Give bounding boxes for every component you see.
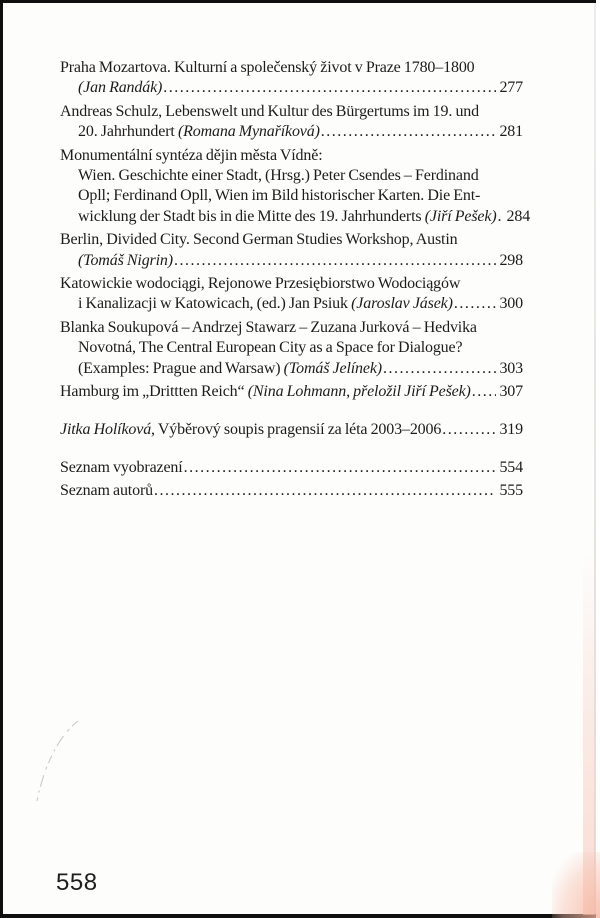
toc-line-text <box>60 382 471 402</box>
toc-text-part: Opll; Ferdinand Opll, Wien im Bild historischer Karten. Die Ent- <box>78 187 481 205</box>
toc-line-text <box>60 458 183 478</box>
dot-leader <box>163 78 496 98</box>
toc-line <box>60 338 523 358</box>
scan-border-bottom <box>0 914 596 918</box>
toc-page-number: 300 <box>499 295 523 313</box>
toc-entry <box>60 318 523 379</box>
toc-section <box>60 420 523 440</box>
toc-line <box>60 318 523 338</box>
toc-line-text <box>78 78 162 98</box>
toc-line-text <box>60 146 323 166</box>
toc-line <box>60 58 523 78</box>
toc-page-number: 303 <box>499 359 523 377</box>
toc-page-number: 284 <box>506 207 531 225</box>
toc-text-part: Jitka Holíková <box>60 420 152 438</box>
page-folio: 558 <box>56 869 98 896</box>
toc-text-part: Monumentální syntéza dějin města Vídně: <box>60 146 323 164</box>
toc-line <box>60 294 523 314</box>
toc-line-text <box>78 122 320 142</box>
toc-text-part: Andreas Schulz, Lebenswelt und Kultur des Bürgertums im 19. und <box>60 102 480 120</box>
toc-page-number: 554 <box>499 458 523 476</box>
toc-entry <box>60 382 523 402</box>
toc-line <box>60 251 523 271</box>
toc-entry <box>60 102 523 143</box>
toc-entry <box>60 58 523 99</box>
toc-line <box>60 420 523 440</box>
toc-text-part: Berlin, Divided City. Second German Studies Workshop, Austin <box>60 231 458 249</box>
toc-text-part: Praha Mozartova. Kulturní a společenský život v Praze 1780–1800 <box>60 59 475 76</box>
dot-leader <box>442 420 496 440</box>
toc-line-text <box>60 102 479 122</box>
dot-leader <box>454 294 497 314</box>
toc-line <box>60 274 523 294</box>
toc-text-part: i Kanalizacji w Katowicach, (ed.) Jan Psiuk <box>78 295 352 313</box>
toc-line <box>60 166 523 186</box>
toc-text-part: (Examples: Prague and Warsaw) <box>78 359 284 377</box>
toc-text-part: Novotná, The Central European City as a Space for Dialogue? <box>78 339 463 357</box>
toc-entry <box>60 481 523 501</box>
toc-line-text <box>60 230 458 250</box>
toc-text-part: , Výběrový soupis pragensií za léta 2003–2006 <box>151 420 442 438</box>
dot-leader <box>472 382 497 402</box>
scan-margin-strip <box>596 0 600 918</box>
toc-page-number: 555 <box>499 482 523 500</box>
toc-text-part: (Jaroslav Jásek) <box>351 295 453 313</box>
toc-text-part: Seznam vyobrazení <box>60 458 183 476</box>
toc-text-part: (Jiří Pešek) <box>424 207 497 225</box>
toc-line-text <box>78 294 453 314</box>
toc-line-text <box>78 251 173 271</box>
pink-stain-corner <box>552 852 600 918</box>
toc-text-part: (Tomáš Jelínek) <box>283 359 382 377</box>
toc-text-part: (Nina Lohmann, přeložil Jiří Pešek) <box>247 383 471 401</box>
toc-text-part: 20. Jahrhundert <box>78 123 178 141</box>
toc-text-part: Hamburg im „Drittten Reich“ <box>60 383 248 401</box>
dot-leader <box>174 251 496 271</box>
toc-entry <box>60 420 523 440</box>
toc-line <box>60 207 531 227</box>
toc-section <box>60 58 531 403</box>
toc-section <box>60 458 523 502</box>
toc-text-part: Katowickie wodociągi, Rejonowe Przesiębiorstwo Wodociągów <box>60 275 461 293</box>
toc-line-text <box>78 207 497 227</box>
toc-text-part: Wien. Geschichte einer Stadt, (Hrsg.) Peter Csendes – Ferdinand <box>78 167 479 185</box>
toc-entry <box>60 458 523 478</box>
toc-page-number: 277 <box>499 79 523 97</box>
toc-line <box>60 78 523 98</box>
scan-border-top <box>0 0 596 3</box>
toc-line-text <box>60 318 477 338</box>
toc-text-part: wicklung der Stadt bis in die Mitte des 19. Jahrhunderts <box>78 207 425 225</box>
dot-leader <box>321 122 497 142</box>
toc-text-part: (Tomáš Nigrin) <box>78 251 173 269</box>
toc-page-number: 319 <box>499 420 523 438</box>
toc-line <box>60 458 523 478</box>
dot-leader <box>383 359 496 379</box>
scan-border-left <box>0 0 3 914</box>
toc-line <box>60 359 523 379</box>
toc-page-number: 298 <box>499 251 523 269</box>
page-edge-line <box>594 3 596 914</box>
toc-line-text <box>60 274 460 294</box>
toc-entry <box>60 146 531 228</box>
toc-line <box>60 186 523 206</box>
toc-entry <box>60 230 523 271</box>
toc-text-part: Blanka Soukupová – Andrzej Stawarz – Zuzana Jurková – Hedvika <box>60 318 477 336</box>
toc-line <box>60 102 523 122</box>
toc-list <box>60 58 531 502</box>
dot-leader <box>154 481 496 501</box>
dot-leader <box>184 458 497 478</box>
toc-text-part: (Romana Mynaříková) <box>177 123 320 141</box>
toc-line <box>60 230 523 250</box>
toc-line-text <box>60 481 153 501</box>
toc-line-text <box>78 338 462 358</box>
toc-entry <box>60 274 523 315</box>
toc-line-text <box>78 186 480 206</box>
toc-text-part: (Jan Randák) <box>78 79 163 97</box>
toc-line <box>60 382 523 402</box>
toc-line-text <box>78 166 479 186</box>
toc-page-number: 281 <box>499 123 523 141</box>
toc-line <box>60 122 523 142</box>
toc-line-text <box>60 420 441 440</box>
toc-line <box>60 481 523 501</box>
toc-line <box>60 146 523 166</box>
toc-page-number: 307 <box>499 383 523 401</box>
toc-line-text <box>60 58 475 78</box>
toc-line-text <box>78 359 382 379</box>
toc-text-part: Seznam autorů <box>60 482 153 500</box>
